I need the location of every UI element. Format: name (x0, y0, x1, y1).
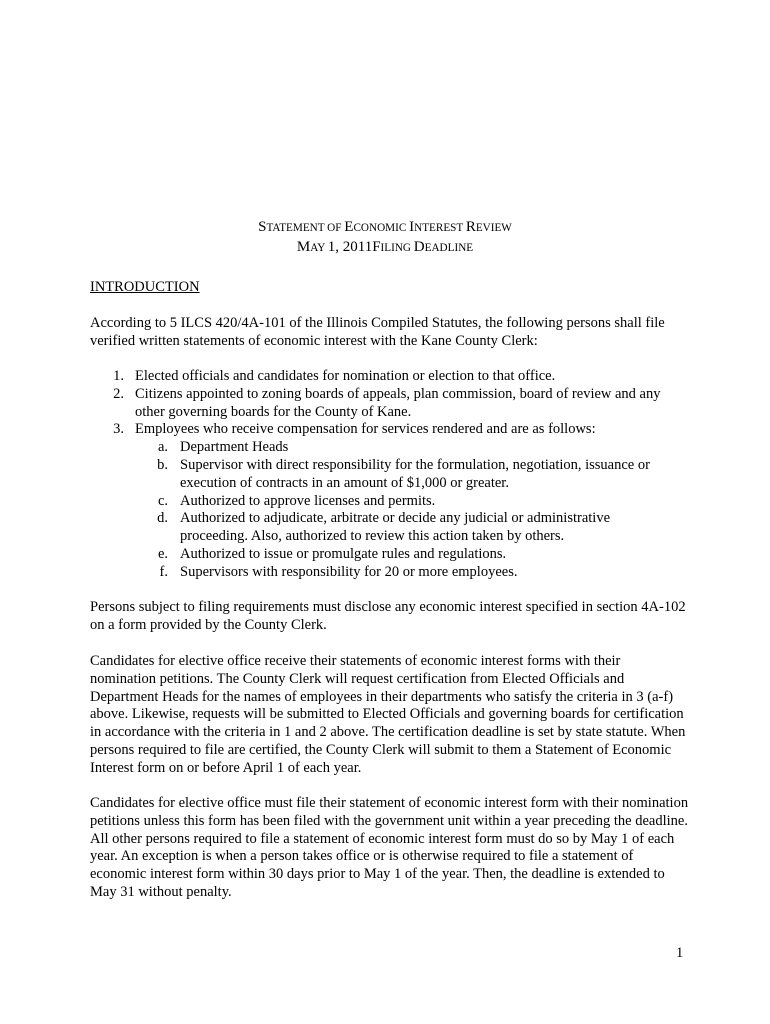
title-word: STATEMENT OF (258, 219, 345, 235)
sublist-letter: c. (157, 492, 168, 509)
list-item (0, 368, 770, 386)
eligibility-list (0, 368, 770, 582)
list-item (0, 386, 770, 422)
sublist-item (0, 493, 770, 511)
list-number: 3. (113, 421, 124, 438)
sublist-item (0, 457, 770, 493)
intro-paragraph: According to 5 ILCS 420/4A-101 of the Illinois Compiled Statutes, the following persons shall file verified written statements of economic interest with the Kane County Clerk: (90, 315, 665, 349)
sublist-letter: e. (157, 545, 168, 562)
list-item-text: Elected officials and candidates for nomination or election to that office. (135, 368, 556, 384)
sublist-item-text: Department Heads (180, 439, 289, 456)
sublist-item-text: Authorized to issue or promulgate rules and regulations. (180, 545, 507, 562)
sublist-item-text: Supervisors with responsibility for 20 or more employees. (180, 563, 518, 580)
sublist-letter: f. (159, 563, 168, 580)
deadline-paragraph: Candidates for elective office must file their statement of economic interest form with their nomination petitions unless this form has been filed with the government unit within a year preceding the deadline. All other persons required to file a statement of economic interest form must do so by May 1 of each year. An exception is when a person takes office or is otherwise required to file a statement of economic interest form within 30 days prior to May 1 of the year. Then, the deadline is extended to May 31 without penalty. (90, 795, 689, 900)
title-word: INTEREST (409, 219, 466, 235)
sublist-item-text: Authorized to adjudicate, arbitrate or decide any judicial or administrative proceeding. Also, authorized to review this action taken by others. (180, 510, 611, 545)
sublist-item (0, 439, 770, 457)
list-number: 2. (113, 385, 124, 402)
disclosure-paragraph: Persons subject to filing requirements must disclose any economic interest specified in section 4A-102 on a form provided by the County Clerk. (90, 599, 686, 633)
sublist-letter: d. (157, 510, 168, 527)
section-heading: INTRODUCTION (90, 279, 200, 295)
sublist-item (0, 546, 770, 564)
list-item-text: Citizens appointed to zoning boards of appeals, plan commission, board of review and any other governing boards for the County of Kane. (135, 385, 661, 420)
title-word: DEADLINE (413, 239, 474, 255)
list-item (0, 421, 770, 439)
sublist-item (0, 510, 770, 546)
certification-paragraph: Candidates for elective office receive their statements of economic interest forms with their nomination petitions. The County Clerk will request certification from Elected Officials and Department Heads for the names of employees in their departments who satisfy the criteria in 3 (a-f) above. Likewise, requests will be submitted to Elected Officials and governing boards for certification in accordance with the criteria in 1 and 2 above. The certification deadline is set by state statute. When persons required to file are certified, the County Clerk will submit to them a Statement of Economic Interest form on or before April 1 of each year. (90, 653, 686, 776)
list-number: 1. (113, 368, 124, 384)
document-title-line-2 (0, 239, 770, 256)
sublist-item-text: Supervisor with direct responsibility for the formulation, negotiation, issuance or execution of contracts in an amount of $1,000 or greater. (180, 456, 650, 491)
sublist-item-text: Authorized to approve licenses and permits. (180, 492, 436, 509)
title-word: 1, 2011FILING (327, 239, 414, 255)
sublist-letter: b. (157, 456, 168, 473)
list-item-text: Employees who receive compensation for services rendered and are as follows: (135, 421, 596, 438)
title-word: ECONOMIC (344, 219, 410, 235)
title-word: REVIEW (465, 219, 512, 235)
title-word: MAY (296, 239, 328, 255)
page-number: 1 (676, 945, 684, 961)
document-title-line-1 (0, 219, 770, 236)
sublist-letter: a. (157, 439, 168, 456)
sublist-item (0, 564, 770, 582)
